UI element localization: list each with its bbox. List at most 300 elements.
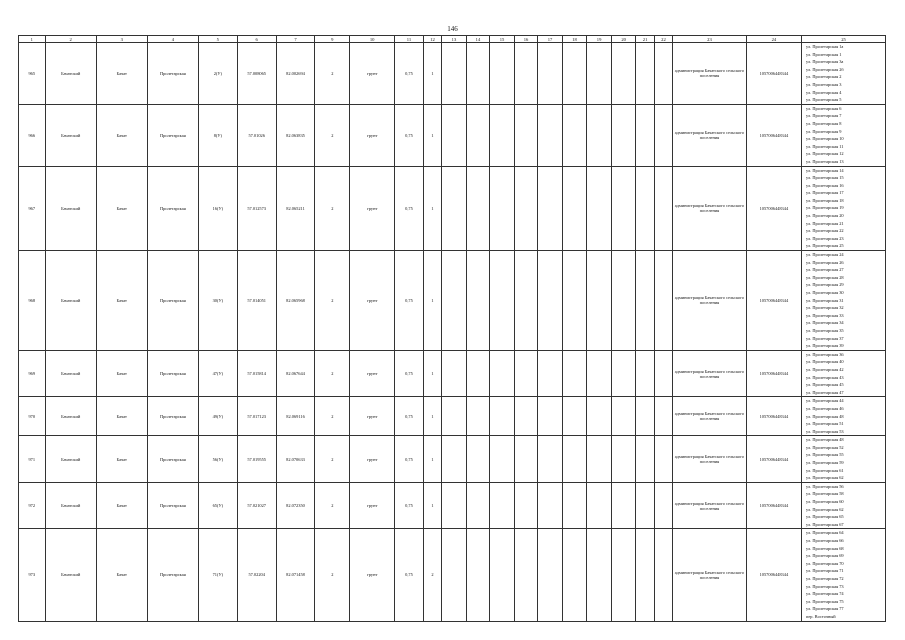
column-header: 11: [395, 36, 424, 43]
table-cell: грунт: [350, 529, 395, 621]
address-item: ул. Пролетарская 25: [805, 243, 844, 249]
table-cell: [654, 529, 672, 621]
address-item: ул. Пролетарская 16: [805, 182, 844, 188]
table-cell: [538, 397, 563, 436]
address-item: ул. Пролетарская 22: [805, 228, 844, 234]
address-item: ул. Пролетарская 10: [805, 136, 844, 142]
table-cell: [514, 397, 538, 436]
table-cell: 1: [423, 436, 441, 483]
address-item: ул. Пролетарская 61: [805, 467, 844, 473]
table-cell: 82.002694: [276, 43, 315, 105]
table-cell: Пролетарская: [147, 529, 198, 621]
table-cell: 82.067644: [276, 350, 315, 397]
table-cell: [514, 104, 538, 166]
table-cell: Бачатский: [45, 251, 96, 351]
column-header: 23: [673, 36, 747, 43]
table-cell: 71(У): [198, 529, 237, 621]
address-item: ул. Пролетарская 2б: [805, 66, 844, 72]
address-item: ул. Пролетарская 11: [805, 143, 844, 149]
address-item: ул. Пролетарская 31: [805, 297, 844, 303]
table-cell: 0,75: [395, 397, 424, 436]
column-header: 14: [466, 36, 490, 43]
table-cell: 1: [423, 104, 441, 166]
table-cell: грунт: [350, 397, 395, 436]
table-cell: [611, 397, 636, 436]
table-cell: Бачатский: [45, 482, 96, 529]
address-item: ул. Пролетарская 53: [805, 428, 844, 434]
table-cell: 1: [423, 166, 441, 251]
column-header: 17: [538, 36, 563, 43]
table-cell: [636, 43, 654, 105]
table-cell: [587, 251, 612, 351]
address-item: ул. Пролетарская 14: [805, 167, 844, 173]
table-cell: [587, 166, 612, 251]
table-cell: 82.069116: [276, 397, 315, 436]
address-item: ул. Пролетарская 15: [805, 175, 844, 181]
table-cell: Пролетарская: [147, 482, 198, 529]
table-cell: грунт: [350, 350, 395, 397]
table-cell: 2: [315, 104, 350, 166]
address-list: [801, 104, 885, 166]
address-item: ул. Пролетарская 72: [805, 575, 844, 581]
table-cell: 1057006448344: [746, 166, 801, 251]
table-cell: [538, 166, 563, 251]
table-cell: 57.01026: [237, 104, 276, 166]
table-cell: [466, 436, 490, 483]
table-cell: [514, 529, 538, 621]
table-cell: [611, 350, 636, 397]
table-cell: [466, 397, 490, 436]
table-cell: администрация Бачатского сельского поселения: [673, 43, 747, 105]
registry-table: [18, 35, 886, 622]
address-item: ул. Пролетарская 71: [805, 568, 844, 574]
address-item: ул. Пролетарская 60: [805, 499, 844, 505]
address-item: ул. Пролетарская 70: [805, 560, 844, 566]
table-cell: 57.02204: [237, 529, 276, 621]
table-cell: [490, 251, 515, 351]
address-item: ул. Пролетарская 37: [805, 335, 844, 341]
table-cell: Бачатский: [45, 350, 96, 397]
table-cell: [490, 436, 515, 483]
table-cell: 968: [19, 251, 46, 351]
address-item: ул. Пролетарская 6: [805, 105, 842, 111]
table-cell: 57.008065: [237, 43, 276, 105]
table-cell: грунт: [350, 482, 395, 529]
table-cell: [490, 397, 515, 436]
table-cell: Бачатский: [45, 397, 96, 436]
table-cell: [538, 482, 563, 529]
table-cell: 0,75: [395, 166, 424, 251]
address-item: ул. Пролетарская 56: [805, 483, 844, 489]
table-cell: Бачатский: [45, 104, 96, 166]
table-cell: [636, 104, 654, 166]
table-cell: [490, 43, 515, 105]
table-cell: 2: [315, 166, 350, 251]
table-row: [19, 251, 886, 351]
table-cell: 2: [315, 350, 350, 397]
table-cell: 1057006448344: [746, 436, 801, 483]
column-header: 9: [315, 36, 350, 43]
column-header: 5: [198, 36, 237, 43]
table-cell: [538, 529, 563, 621]
column-header: 12: [423, 36, 441, 43]
address-item: ул. Пролетарская 52: [805, 444, 844, 450]
address-item: ул. Пролетарская 40: [805, 359, 844, 365]
column-header: 15: [490, 36, 515, 43]
table-cell: [538, 43, 563, 105]
table-cell: 1: [423, 482, 441, 529]
column-header: 20: [611, 36, 636, 43]
table-cell: [636, 251, 654, 351]
table-cell: 973: [19, 529, 46, 621]
address-item: ул. Пролетарская 42: [805, 366, 844, 372]
table-cell: [611, 436, 636, 483]
table-cell: [636, 166, 654, 251]
table-cell: 969: [19, 350, 46, 397]
address-item: ул. Пролетарская 33: [805, 312, 844, 318]
table-cell: 1: [423, 43, 441, 105]
address-item: ул. Пролетарская 48: [805, 437, 844, 443]
address-item: ул. Пролетарская 32: [805, 305, 844, 311]
address-list: [801, 436, 885, 483]
table-cell: [490, 166, 515, 251]
table-cell: [587, 43, 612, 105]
table-cell: Пролетарская: [147, 350, 198, 397]
table-cell: [587, 397, 612, 436]
address-list: [801, 43, 885, 105]
table-cell: 82.071458: [276, 529, 315, 621]
table-cell: 0,75: [395, 529, 424, 621]
table-cell: [514, 43, 538, 105]
table-cell: 82.065968: [276, 251, 315, 351]
table-cell: 0,75: [395, 482, 424, 529]
table-cell: Пролетарская: [147, 104, 198, 166]
address-item: ул. Пролетарская 29: [805, 282, 844, 288]
table-cell: Бачатский: [45, 436, 96, 483]
table-cell: 972: [19, 482, 46, 529]
table-cell: [654, 43, 672, 105]
table-cell: 2: [315, 43, 350, 105]
address-item: ул. Пролетарская 35: [805, 327, 844, 333]
address-item: ул. Пролетарская 5: [805, 97, 842, 103]
table-cell: [562, 529, 587, 621]
table-cell: [442, 397, 467, 436]
table-cell: [466, 43, 490, 105]
address-item: ул. Пролетарская 34: [805, 320, 844, 326]
address-item: ул. Пролетарская 55: [805, 452, 844, 458]
table-cell: Бачатский: [45, 43, 96, 105]
table-cell: [466, 251, 490, 351]
address-item: ул. Пролетарская 2: [805, 74, 842, 80]
table-cell: 2: [315, 529, 350, 621]
address-item: ул. Пролетарская 1: [805, 51, 842, 57]
table-cell: Пролетарская: [147, 397, 198, 436]
table-cell: [587, 104, 612, 166]
table-cell: 0,75: [395, 251, 424, 351]
table-cell: администрация Бачатского сельского поселения: [673, 529, 747, 621]
column-header: 22: [654, 36, 672, 43]
address-item: ул. Пролетарская 24: [805, 252, 844, 258]
table-cell: [514, 436, 538, 483]
address-item: ул. Пролетарская 21: [805, 220, 844, 226]
table-cell: [654, 436, 672, 483]
table-cell: 30(У): [198, 251, 237, 351]
table-cell: администрация Бачатского сельского поселения: [673, 166, 747, 251]
table-cell: [562, 350, 587, 397]
table-cell: [654, 350, 672, 397]
table-cell: 57.021027: [237, 482, 276, 529]
table-row: [19, 104, 886, 166]
column-header: 10: [350, 36, 395, 43]
address-item: ул. Пролетарская 46: [805, 405, 844, 411]
table-cell: 57.014051: [237, 251, 276, 351]
table-cell: 0,75: [395, 104, 424, 166]
address-list: [801, 350, 885, 397]
table-cell: [514, 166, 538, 251]
table-cell: 2: [315, 397, 350, 436]
table-cell: администрация Бачатского сельского поселения: [673, 482, 747, 529]
address-item: ул. Пролетарская 9: [805, 128, 842, 134]
table-cell: [562, 482, 587, 529]
table-cell: [654, 104, 672, 166]
table-cell: 1057006448344: [746, 350, 801, 397]
table-cell: администрация Бачатского сельского поселения: [673, 436, 747, 483]
table-cell: [466, 104, 490, 166]
table-cell: 57.012573: [237, 166, 276, 251]
table-cell: Бачатский: [45, 529, 96, 621]
address-item: ул. Пролетарская 44: [805, 398, 844, 404]
table-cell: [562, 397, 587, 436]
address-item: ул. Пролетарская 28: [805, 274, 844, 280]
table-cell: 1057006448344: [746, 251, 801, 351]
address-item: ул. Пролетарская 4: [805, 89, 842, 95]
address-item: ул. Пролетарская 17: [805, 190, 844, 196]
table-cell: [654, 166, 672, 251]
address-item: ул. Пролетарская 12: [805, 151, 844, 157]
table-cell: Бачат: [96, 43, 147, 105]
column-header: 1: [19, 36, 46, 43]
address-list: [801, 529, 885, 621]
column-header: 18: [562, 36, 587, 43]
table-cell: [611, 43, 636, 105]
table-cell: 971: [19, 436, 46, 483]
table-cell: [562, 104, 587, 166]
address-item: ул. Пролетарская 75: [805, 598, 844, 604]
table-cell: 1: [423, 350, 441, 397]
address-item: ул. Пролетарская 19: [805, 205, 844, 211]
address-item: ул. Пролетарская 39: [805, 343, 844, 349]
address-item: ул. Пролетарская 36: [805, 351, 844, 357]
address-item: ул. Пролетарская 65: [805, 514, 844, 520]
address-item: ул. Пролетарская 67: [805, 521, 844, 527]
address-item: ул. Пролетарская 30: [805, 290, 844, 295]
table-row: [19, 436, 886, 483]
address-item: ул. Пролетарская 45: [805, 382, 844, 388]
table-row: [19, 397, 886, 436]
table-cell: [442, 529, 467, 621]
table-cell: администрация Бачатского сельского поселения: [673, 397, 747, 436]
table-cell: [490, 104, 515, 166]
column-header: 24: [746, 36, 801, 43]
address-item: ул. Пролетарская 48: [805, 413, 844, 419]
table-cell: [611, 529, 636, 621]
address-item: ул. Пролетарская 51: [805, 421, 844, 427]
table-cell: грунт: [350, 104, 395, 166]
address-item: ул. Пролетарская 27: [805, 267, 844, 273]
table-cell: [587, 529, 612, 621]
address-item: ул. Пролетарская 13: [805, 158, 844, 164]
table-cell: 57.019555: [237, 436, 276, 483]
table-cell: 82.065211: [276, 166, 315, 251]
address-item: ул. Пролетарская 20: [805, 213, 844, 219]
table-cell: Бачат: [96, 350, 147, 397]
address-list: [801, 166, 885, 251]
table-cell: 82.063835: [276, 104, 315, 166]
column-header: 21: [636, 36, 654, 43]
table-cell: [562, 166, 587, 251]
address-list: [801, 482, 885, 529]
table-cell: администрация Бачатского сельского поселения: [673, 251, 747, 351]
table-cell: 57.015814: [237, 350, 276, 397]
table-cell: 1057006448344: [746, 104, 801, 166]
table-cell: [538, 104, 563, 166]
table-cell: [611, 482, 636, 529]
table-cell: [654, 251, 672, 351]
table-cell: [514, 251, 538, 351]
table-cell: 1057006448344: [746, 43, 801, 105]
address-item: ул. Пролетарская 47: [805, 389, 844, 395]
table-cell: 16(У): [198, 166, 237, 251]
column-number-row: [19, 36, 886, 43]
table-cell: [490, 482, 515, 529]
table-cell: администрация Бачатского сельского поселения: [673, 104, 747, 166]
table-row: [19, 166, 886, 251]
table-cell: [562, 43, 587, 105]
table-cell: 57.017123: [237, 397, 276, 436]
table-cell: 0,75: [395, 350, 424, 397]
address-item: ул. Пролетарская 1а: [805, 44, 844, 49]
table-row: [19, 43, 886, 105]
table-cell: 65(У): [198, 482, 237, 529]
address-item: ул. Пролетарская 73: [805, 583, 844, 589]
address-item: ул. Пролетарская 68: [805, 545, 844, 551]
table-cell: [442, 436, 467, 483]
table-cell: [654, 397, 672, 436]
table-cell: 2: [315, 482, 350, 529]
table-cell: [490, 529, 515, 621]
table-cell: грунт: [350, 166, 395, 251]
table-cell: [442, 43, 467, 105]
table-cell: 2: [315, 436, 350, 483]
column-header: 13: [442, 36, 467, 43]
table-cell: [538, 436, 563, 483]
table-cell: 0,75: [395, 43, 424, 105]
table-cell: 1: [423, 251, 441, 351]
column-header: 7: [276, 36, 315, 43]
table-cell: 967: [19, 166, 46, 251]
table-cell: [611, 251, 636, 351]
column-header: 2: [45, 36, 96, 43]
table-cell: Пролетарская: [147, 251, 198, 351]
table-cell: грунт: [350, 436, 395, 483]
address-item: ул. Пролетарская 23: [805, 235, 844, 241]
column-header: 25: [801, 36, 885, 43]
table-cell: 2: [315, 251, 350, 351]
table-cell: [514, 350, 538, 397]
address-item: ул. Пролетарская 74: [805, 591, 844, 597]
table-cell: [636, 529, 654, 621]
table-cell: грунт: [350, 43, 395, 105]
address-list: [801, 251, 885, 351]
table-cell: 82.070633: [276, 436, 315, 483]
column-header: 3: [96, 36, 147, 43]
table-cell: [466, 350, 490, 397]
table-row: [19, 482, 886, 529]
table-cell: 8(У): [198, 104, 237, 166]
table-cell: [442, 350, 467, 397]
table-cell: администрация Бачатского сельского поселения: [673, 350, 747, 397]
address-item: ул. Пролетарская 26: [805, 259, 844, 265]
table-cell: [636, 482, 654, 529]
page-number: 146: [447, 25, 458, 33]
address-item: ул. Пролетарская 8: [805, 120, 842, 126]
column-header: 4: [147, 36, 198, 43]
table-cell: [442, 166, 467, 251]
table-cell: [587, 436, 612, 483]
table-row: [19, 350, 886, 397]
table-cell: [514, 482, 538, 529]
address-item: ул. Пролетарская 59: [805, 460, 844, 466]
table-cell: [442, 251, 467, 351]
table-cell: [466, 166, 490, 251]
table-cell: [466, 482, 490, 529]
table-cell: 970: [19, 397, 46, 436]
table-cell: 1057006448344: [746, 529, 801, 621]
table-cell: 49(У): [198, 397, 237, 436]
address-item: ул. Пролетарская 58: [805, 491, 844, 497]
table-cell: 0,75: [395, 436, 424, 483]
table-cell: 56(У): [198, 436, 237, 483]
table-cell: 82.072350: [276, 482, 315, 529]
table-cell: [611, 166, 636, 251]
table-cell: Бачат: [96, 436, 147, 483]
table-cell: Бачатский: [45, 166, 96, 251]
table-cell: [636, 436, 654, 483]
table-cell: [587, 482, 612, 529]
table-cell: [636, 350, 654, 397]
table-cell: [466, 529, 490, 621]
table-cell: Бачат: [96, 482, 147, 529]
address-item: ул. Пролетарская 3: [805, 81, 842, 87]
address-item: ул. Пролетарская 18: [805, 197, 844, 203]
table-cell: 47(У): [198, 350, 237, 397]
address-item: ул. Пролетарская 62: [805, 506, 844, 512]
address-item: ул. Пролетарская 3а: [805, 59, 844, 65]
table-cell: [636, 397, 654, 436]
address-item: ул. Пролетарская 77: [805, 606, 844, 612]
table-cell: [442, 482, 467, 529]
address-item: ул. Пролетарская 62: [805, 475, 844, 481]
table-cell: [538, 251, 563, 351]
table-cell: Бачат: [96, 166, 147, 251]
table-cell: Бачат: [96, 104, 147, 166]
table-cell: [442, 104, 467, 166]
table-cell: [654, 482, 672, 529]
table-cell: Бачат: [96, 529, 147, 621]
table-cell: грунт: [350, 251, 395, 351]
table-cell: 1057006448344: [746, 482, 801, 529]
table-cell: [562, 251, 587, 351]
